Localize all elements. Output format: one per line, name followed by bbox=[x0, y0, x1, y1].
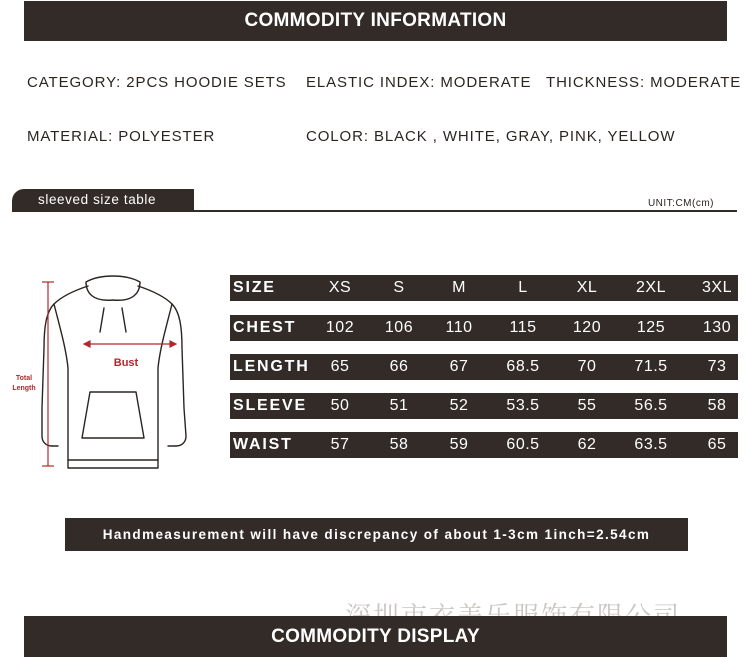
table-cell: 68.5 bbox=[506, 358, 540, 375]
total-length-label-line2: Length bbox=[12, 385, 36, 392]
size-header-row bbox=[230, 275, 738, 301]
commodity-information-title: COMMODITY INFORMATION bbox=[244, 10, 507, 31]
size-row-chest bbox=[230, 315, 738, 341]
commodity-display-title: COMMODITY DISPLAY bbox=[271, 626, 480, 647]
row-label: SLEEVE bbox=[233, 397, 307, 414]
total-length-label-line1: Total bbox=[15, 375, 33, 382]
size-header-cell: XL bbox=[576, 279, 598, 296]
size-header-cell: 3XL bbox=[702, 279, 732, 296]
table-cell: 110 bbox=[445, 319, 473, 336]
spec-color: COLOR: BLACK , WHITE, GRAY, PINK, YELLOW bbox=[306, 128, 676, 145]
table-cell: 57 bbox=[330, 436, 350, 453]
table-cell: 102 bbox=[325, 319, 355, 336]
commodity-display-banner bbox=[24, 616, 727, 657]
row-label: WAIST bbox=[233, 436, 293, 453]
bust-label: Bust bbox=[113, 357, 139, 369]
hoodie-measurement-illustration bbox=[8, 268, 218, 478]
spec-elastic-index: ELASTIC INDEX: MODERATE bbox=[306, 74, 532, 91]
size-header-cell: S bbox=[393, 279, 405, 296]
table-cell: 125 bbox=[636, 319, 666, 336]
size-header-cell: XS bbox=[328, 279, 352, 296]
table-cell: 73 bbox=[707, 358, 727, 375]
table-cell: 65 bbox=[707, 436, 727, 453]
row-label: LENGTH bbox=[233, 358, 310, 375]
size-table-divider bbox=[12, 210, 737, 212]
size-table-tab-label: sleeved size table bbox=[38, 192, 157, 207]
size-header-cell: L bbox=[518, 279, 528, 296]
table-cell: 51 bbox=[389, 397, 409, 414]
measurement-note bbox=[65, 518, 688, 551]
table-cell: 50 bbox=[330, 397, 350, 414]
table-cell: 58 bbox=[389, 436, 409, 453]
table-cell: 120 bbox=[572, 319, 602, 336]
spec-category: CATEGORY: 2PCS HOODIE SETS bbox=[27, 74, 287, 91]
table-cell: 52 bbox=[449, 397, 469, 414]
size-header-cell: 2XL bbox=[636, 279, 666, 296]
table-cell: 70 bbox=[577, 358, 597, 375]
table-cell: 106 bbox=[384, 319, 414, 336]
spec-material: MATERIAL: POLYESTER bbox=[27, 128, 216, 145]
size-row-length bbox=[230, 354, 738, 380]
table-cell: 130 bbox=[702, 319, 732, 336]
table-cell: 62 bbox=[577, 436, 597, 453]
size-table-tab bbox=[12, 189, 194, 211]
size-row-waist bbox=[230, 432, 738, 458]
table-cell: 60.5 bbox=[506, 436, 540, 453]
kangaroo-pocket-path bbox=[82, 392, 144, 438]
table-cell: 58 bbox=[707, 397, 727, 414]
table-cell: 63.5 bbox=[634, 436, 668, 453]
table-cell: 71.5 bbox=[634, 358, 668, 375]
size-row-sleeve bbox=[230, 393, 738, 419]
measurement-note-text: Handmeasurement will have discrepancy of about 1-3cm 1inch=2.54cm bbox=[102, 527, 651, 542]
size-header-cell: M bbox=[452, 279, 466, 296]
table-cell: 59 bbox=[449, 436, 469, 453]
unit-label: UNIT:CM(cm) bbox=[647, 198, 714, 209]
commodity-information-banner bbox=[24, 1, 727, 41]
table-cell: 53.5 bbox=[506, 397, 540, 414]
size-header-label: SIZE bbox=[233, 279, 276, 296]
table-cell: 67 bbox=[449, 358, 469, 375]
spec-thickness: THICKNESS: MODERATE bbox=[546, 74, 742, 91]
table-cell: 66 bbox=[389, 358, 409, 375]
row-label: CHEST bbox=[233, 319, 297, 336]
table-cell: 65 bbox=[330, 358, 350, 375]
table-cell: 115 bbox=[509, 319, 537, 336]
hood-path bbox=[86, 276, 140, 300]
table-cell: 56.5 bbox=[634, 397, 668, 414]
table-cell: 55 bbox=[577, 397, 597, 414]
